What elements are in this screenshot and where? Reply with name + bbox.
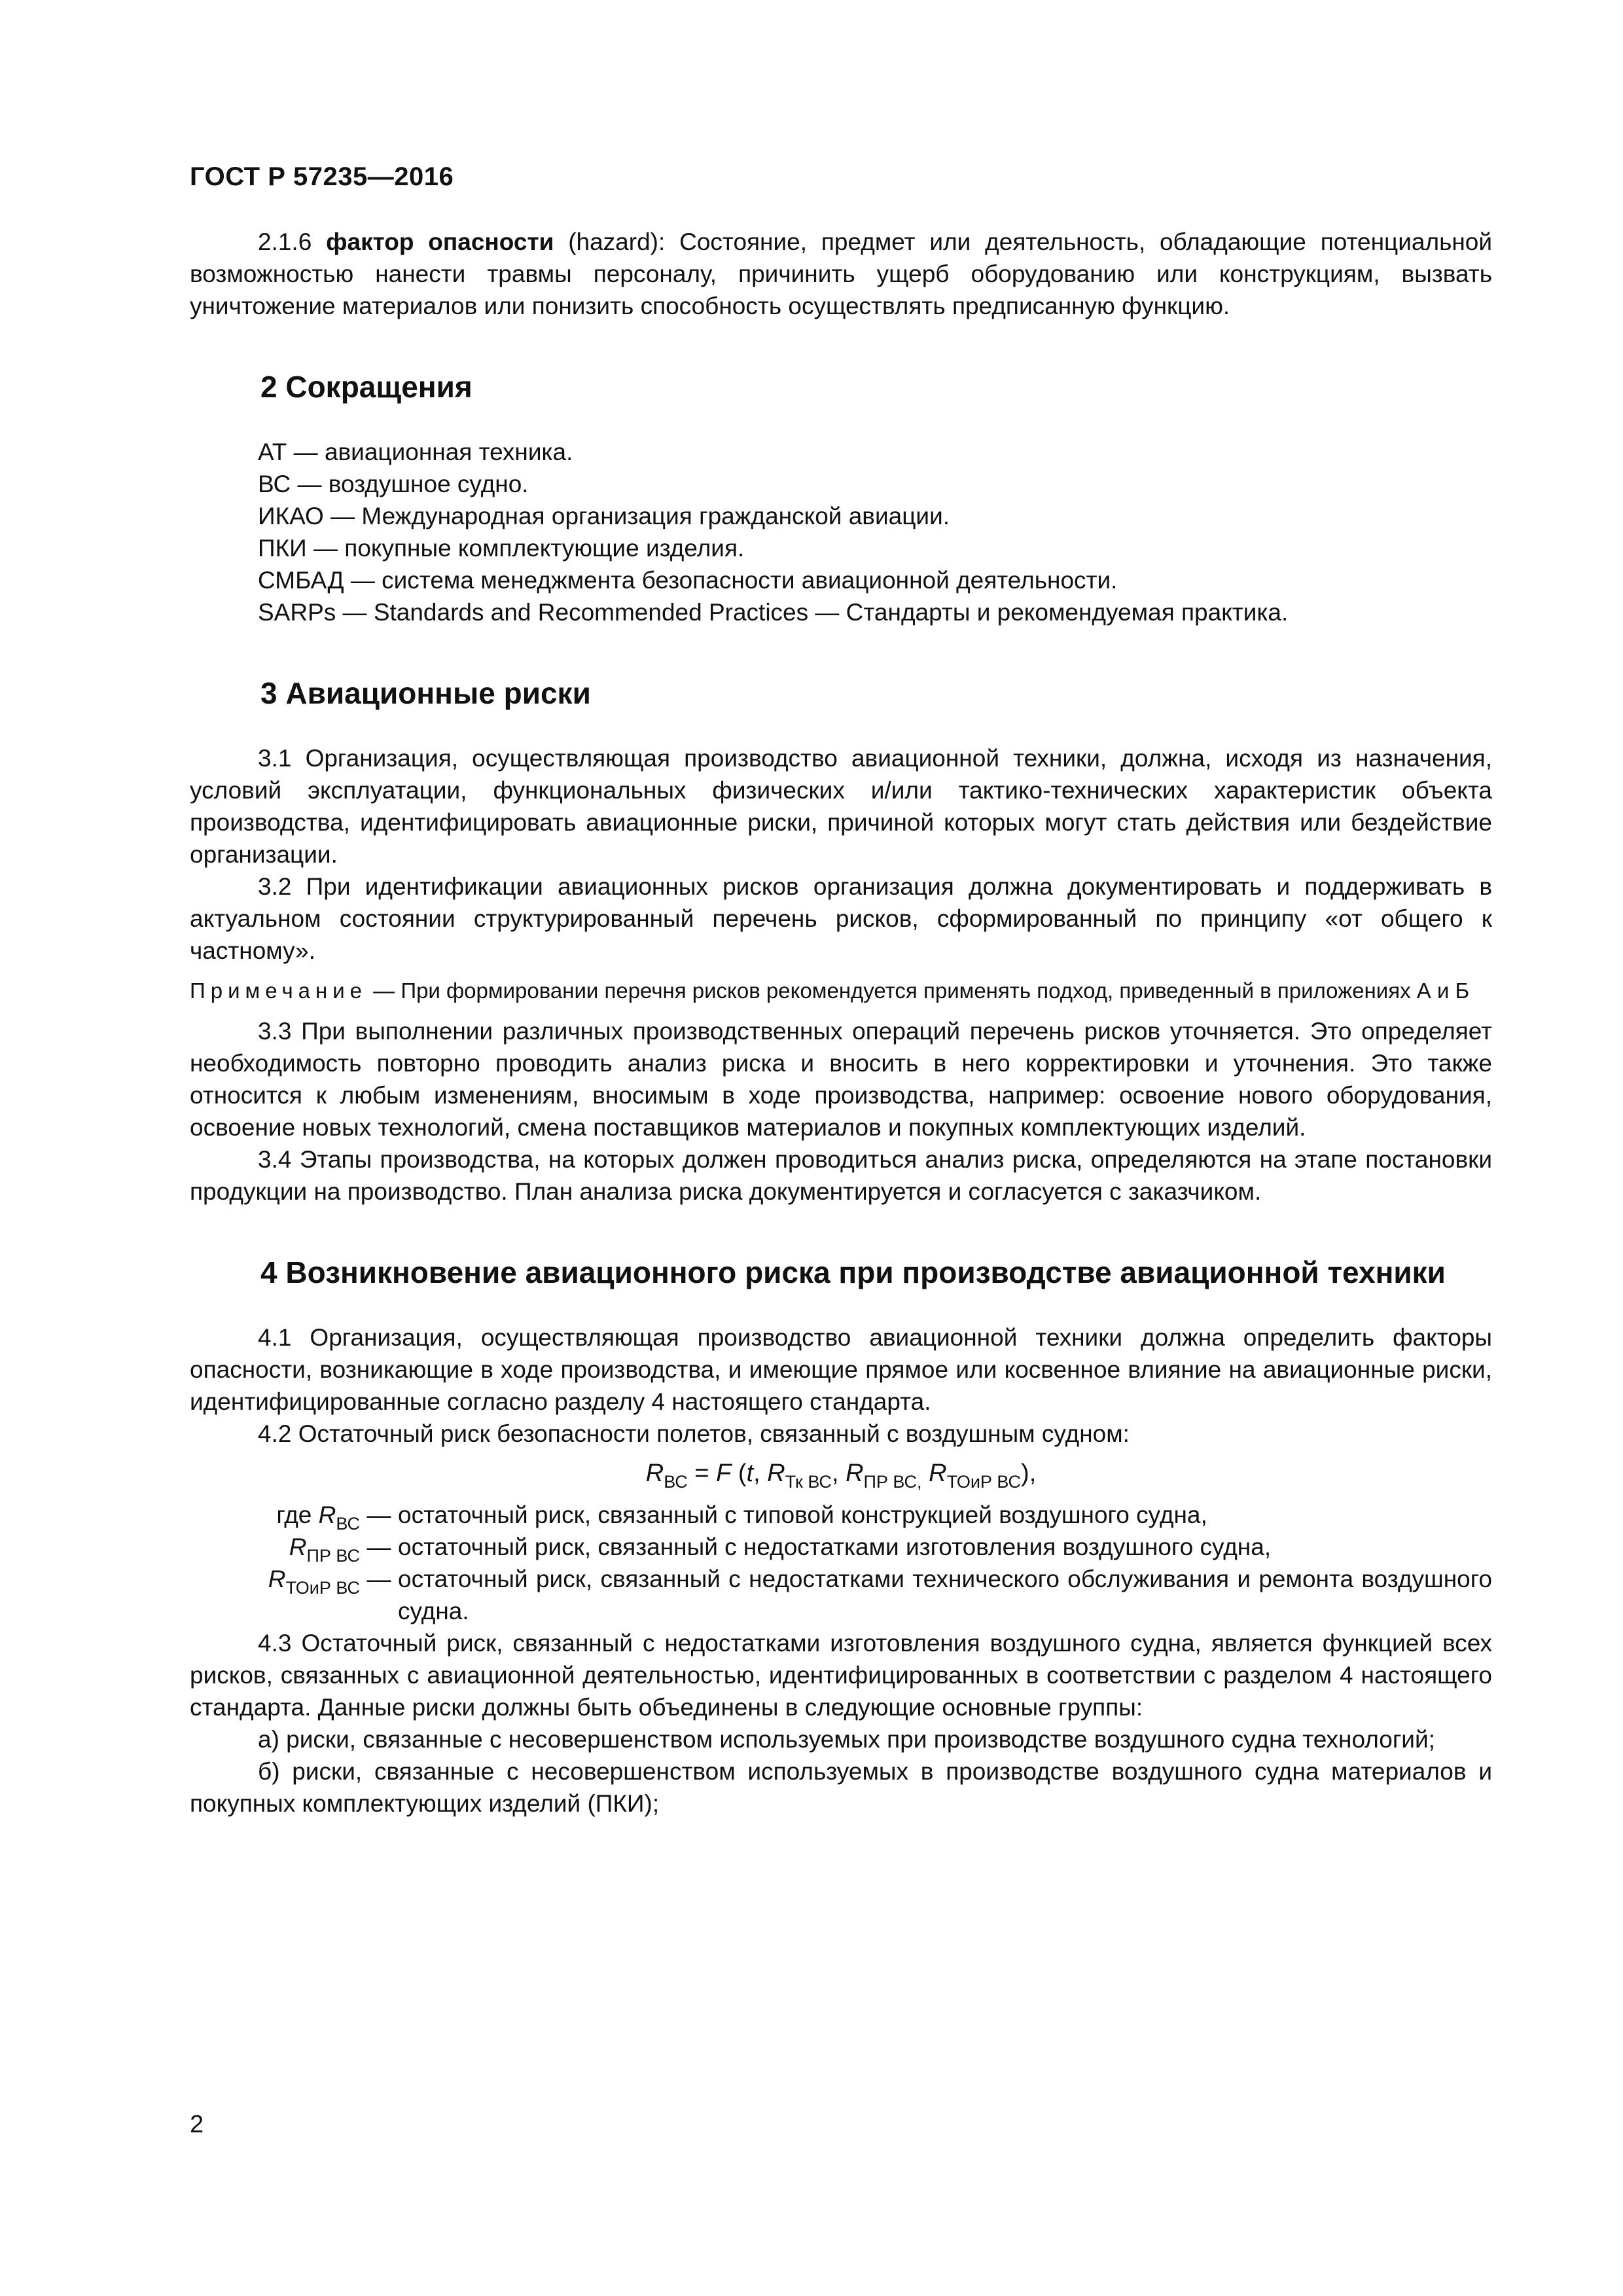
formula-subscript: ТОиР ВС	[285, 1578, 360, 1598]
paragraph-4-2: 4.2 Остаточный риск безопасности полетов, связанный с воздушным судном:	[258, 1420, 1130, 1447]
definition-dash: —	[366, 1534, 391, 1560]
list-item: АТ — авиационная техника.	[258, 439, 573, 465]
formula-symbol: R	[289, 1534, 307, 1560]
list-item: SARPs — Standards and Recommended Practices — Стандарты и рекомендуемая практика.	[258, 599, 1289, 626]
list-item: СМБАД — система менеджмента безопасности авиационной деятельности.	[258, 567, 1118, 594]
definition-text: остаточный риск, связанный с недостатками изготовления воздушного судна,	[398, 1534, 1272, 1560]
document-body	[190, 226, 1492, 1820]
formula-subscript: ВС	[664, 1472, 688, 1492]
term-name: фактор опасности	[326, 228, 554, 255]
formula-symbol: R	[846, 1460, 864, 1487]
paragraph-4-3: 4.3 Остаточный риск, связанный с недостатками изготовления воздушного судна, является функцией всех рисков, связанных с авиационной деятельностью, идентифицированных в соответствии с разделом 4 настоящего стандарта. Данные риски должны быть объединены в следующие основные группы:	[190, 1630, 1492, 1721]
formula-subscript: ТОиР ВС	[946, 1472, 1022, 1492]
formula-symbol: F	[716, 1460, 732, 1487]
document-header: ГОСТ Р 57235—2016	[190, 162, 454, 191]
abbreviation-list	[190, 436, 1492, 628]
formula-separator: ,	[831, 1460, 846, 1487]
formula-symbol: t	[746, 1460, 754, 1487]
formula-symbol: R	[929, 1460, 947, 1487]
formula-paren: ),	[1021, 1460, 1037, 1487]
term-english: (hazard):	[568, 228, 666, 255]
formula-subscript: ВС	[336, 1514, 360, 1534]
note	[190, 976, 1492, 1006]
list-item: ВС — воздушное судно.	[258, 471, 529, 497]
formula-symbol: R	[767, 1460, 785, 1487]
formula-subscript: Тк ВС	[785, 1472, 832, 1492]
list-item: ПКИ — покупные комплектующие изделия.	[258, 535, 745, 562]
section-title-3: 3 Авиационные риски	[260, 676, 591, 710]
formula-subscript: ПР ВС,	[863, 1472, 922, 1492]
paragraph-3-3: 3.3 При выполнении различных производственных операций перечень рисков уточняется. Это определяет необходимость повторно проводить анализ риска и вносить в него корректировки и уточнения. Это также относится к любым изменениям, вносимым в ходе производства, например: освоение нового оборудования, освоение новых технологий, смена поставщиков материалов и покупных комплектующих изделий.	[190, 1018, 1492, 1141]
definition-prefix: где	[276, 1501, 319, 1528]
note-text: — При формировании перечня рисков рекомендуется применять подход, приведенный в приложениях А и Б	[367, 978, 1470, 1003]
paragraph-3-2: 3.2 При идентификации авиационных рисков организация должна документировать и поддерживать в актуальном состоянии структурированный перечень рисков, сформированный по принципу «от общего к частному».	[190, 873, 1492, 964]
page-number: 2	[190, 2111, 204, 2138]
section-title-4: 4 Возникновение авиационного риска при производстве авиационной техники	[260, 1255, 1446, 1289]
formula-symbol: R	[318, 1501, 336, 1528]
definition-dash: —	[366, 1566, 391, 1592]
list-item: ИКАО — Международная организация гражданской авиации.	[258, 503, 950, 529]
definition-row	[190, 1563, 1492, 1627]
formula-operator: =	[687, 1460, 717, 1487]
list-item-b: б) риски, связанные с несовершенством используемых в производстве воздушного судна материалов и покупных комплектующих изделий (ПКИ);	[190, 1758, 1492, 1817]
definition-row	[190, 1531, 1492, 1566]
formula-symbol: R	[268, 1566, 286, 1592]
definition-text: остаточный риск, связанный с недостатками технического обслуживания и ремонта воздушного судна.	[398, 1566, 1492, 1624]
term-definition: Состояние, предмет или деятельность, обладающие потенциальной возможностью нанести травмы персоналу, причинить ущерб оборудованию или конструкциям, вызвать уничтожение материалов или понизить способность осуществлять предписанную функцию.	[190, 228, 1493, 319]
formula-paren: (	[731, 1460, 747, 1487]
definition-row	[190, 1499, 1492, 1534]
formula-symbol: R	[645, 1460, 664, 1487]
formula-definitions	[190, 1499, 1492, 1627]
clause-number: 2.1.6	[258, 228, 312, 255]
paragraph-4-1: 4.1 Организация, осуществляющая производство авиационной техники должна определить факторы опасности, возникающие в ходе производства, и имеющие прямое или косвенное влияние на авиационные риски, идентифицированные согласно разделу 4 настоящего стандарта.	[190, 1324, 1492, 1415]
definition-text: остаточный риск, связанный с типовой конструкцией воздушного судна,	[398, 1501, 1207, 1528]
list-item-a: а) риски, связанные с несовершенством используемых при производстве воздушного судна технологий;	[258, 1726, 1435, 1753]
definition-term	[190, 1531, 360, 1566]
definition-dash: —	[366, 1501, 391, 1528]
note-label: Примечание	[190, 978, 368, 1003]
section-title-2: 2 Сокращения	[260, 370, 473, 404]
definition-term	[190, 1499, 360, 1534]
definition-term	[190, 1563, 360, 1627]
formula-separator: ,	[753, 1460, 768, 1487]
paragraph-3-1: 3.1 Организация, осуществляющая производство авиационной техники, должна, исходя из назначения, условий эксплуатации, функциональных физических и/или тактико-технических характеристик объекта производства, идентифицировать авиационные риски, причиной которых могут стать действия или бездействие организации.	[190, 745, 1492, 868]
formula-subscript: ПР ВС	[306, 1546, 360, 1566]
risk-formula	[190, 1458, 1492, 1490]
paragraph-3-4: 3.4 Этапы производства, на которых должен проводиться анализ риска, определяются на этапе постановки продукции на производство. План анализа риска документируется и согласуется с заказчиком.	[190, 1146, 1492, 1205]
clause-2-1-6	[190, 226, 1492, 322]
